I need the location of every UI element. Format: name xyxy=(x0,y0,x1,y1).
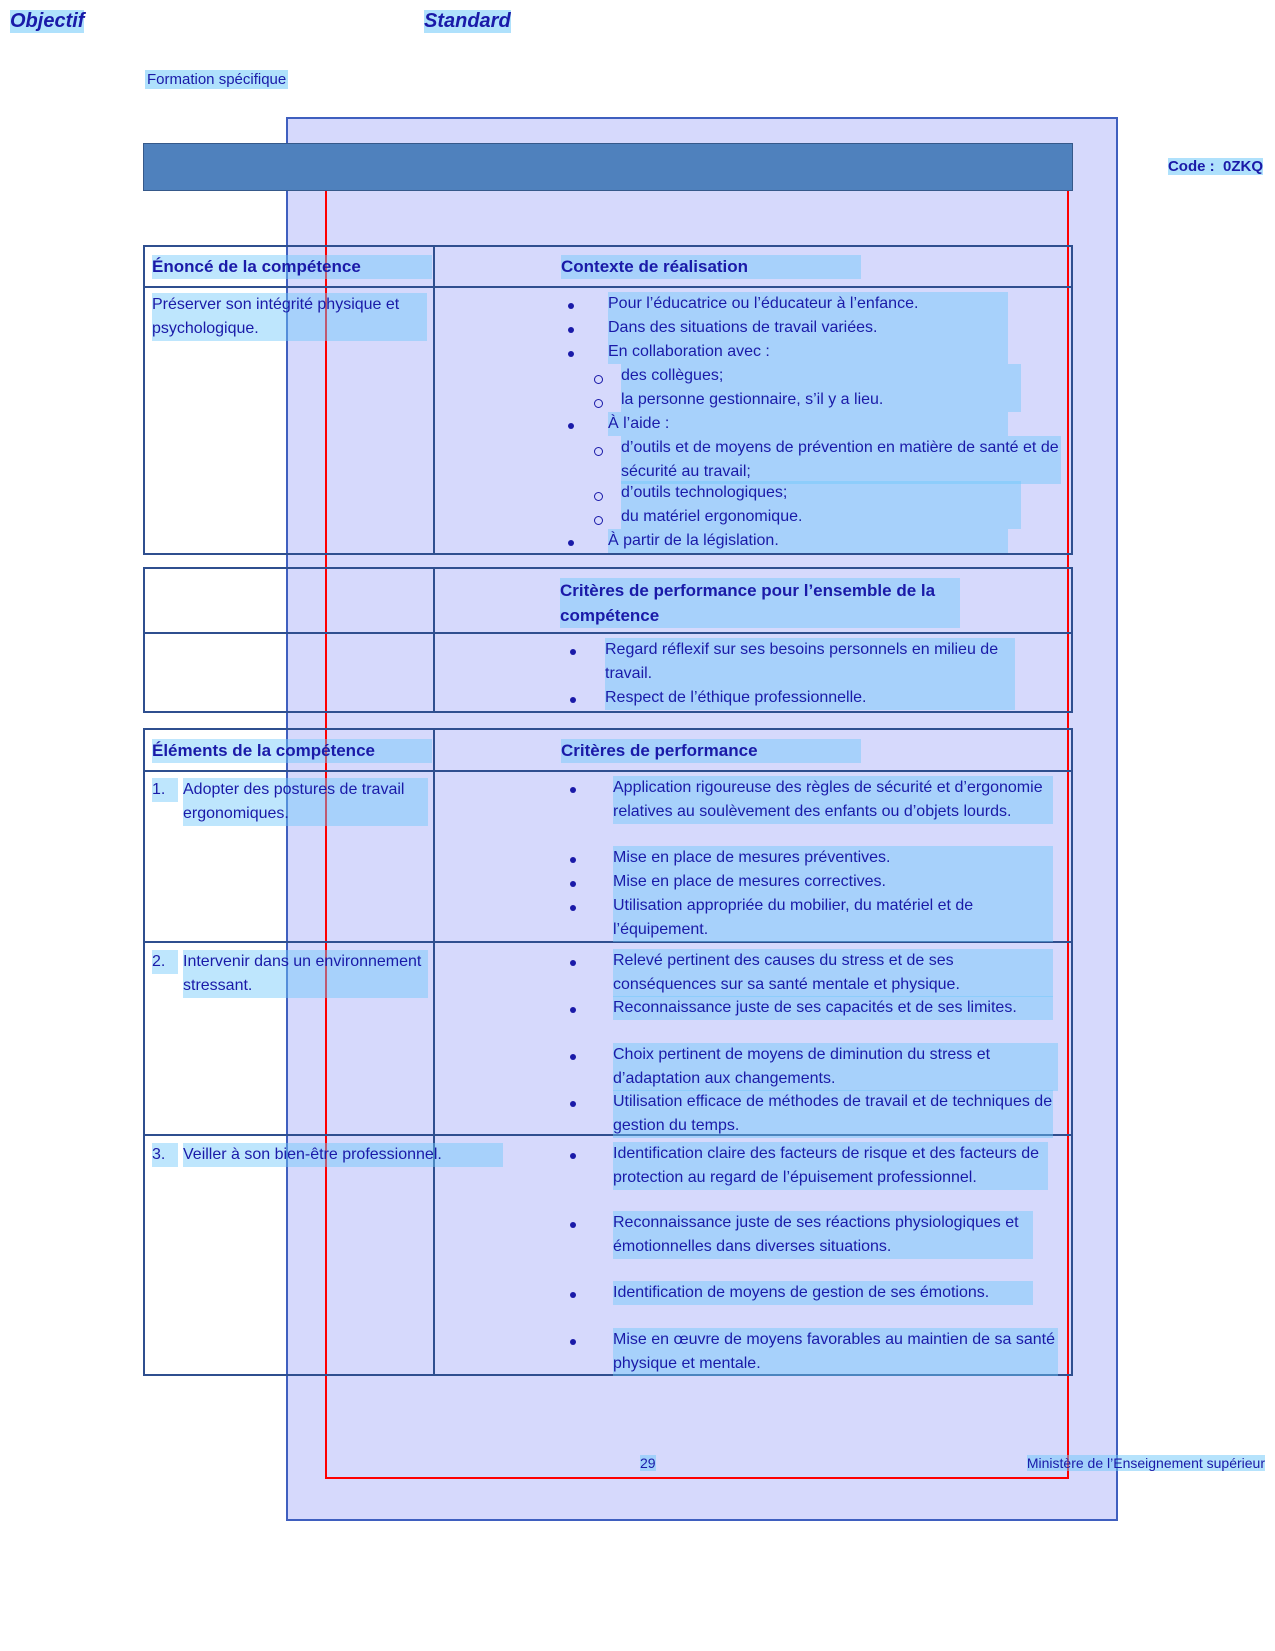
context-subitem: des collègues; xyxy=(621,364,1021,388)
block1-header-divider xyxy=(143,286,1073,288)
context-subitem: d’outils et de moyens de prévention en matière de santé et de sécurité au travail; xyxy=(621,436,1061,484)
criterion-item: Utilisation efficace de méthodes de travail et de techniques de gestion du temps. xyxy=(613,1090,1053,1138)
context-item: Dans des situations de travail variées. xyxy=(608,316,1008,340)
code-label: Code : 0ZKQ xyxy=(1167,158,1263,175)
criteria-header: Critères de performance xyxy=(561,739,861,763)
title-band xyxy=(143,143,1073,191)
elements-header: Éléments de la compétence xyxy=(152,739,432,763)
standard-header: Standard xyxy=(424,10,511,32)
footer-page-number: 29 xyxy=(640,1455,656,1471)
context-item: En collaboration avec : xyxy=(608,340,1008,364)
context-item: À partir de la législation. xyxy=(608,529,1008,553)
criterion-item: Reconnaissance juste de ses capacités et de ses limites. xyxy=(613,996,1053,1020)
element-number: 1. xyxy=(152,778,178,802)
element-number: 2. xyxy=(152,950,178,974)
context-subitem: d’outils technologiques; xyxy=(621,481,1021,505)
criterion-item: Choix pertinent de moyens de diminution du stress et d’adaptation aux changements. xyxy=(613,1043,1058,1091)
global-criteria-item: Regard réflexif sur ses besoins personnels en milieu de travail. xyxy=(605,638,1015,686)
block2-column-divider xyxy=(433,567,435,713)
element-label: Adopter des postures de travail ergonomiques. xyxy=(183,778,428,826)
element-label: Intervenir dans un environnement stressant. xyxy=(183,950,428,998)
criterion-item: Identification de moyens de gestion de ses émotions. xyxy=(613,1281,1033,1305)
element-number: 3. xyxy=(152,1143,178,1167)
context-item: À l’aide : xyxy=(608,412,1008,436)
block3-column-divider xyxy=(433,728,435,1376)
objective-standard-row xyxy=(143,191,1073,237)
context-item: Pour l’éducatrice ou l’éducateur à l’enfance. xyxy=(608,292,1008,316)
competency-statement-text: Préserver son intégrité physique et psychologique. xyxy=(152,293,427,341)
context-subitem: la personne gestionnaire, s’il y a lieu. xyxy=(621,388,1021,412)
page-header-label: Formation spécifique xyxy=(147,71,287,88)
global-criteria-header: Critères de performance pour l’ensemble de la compétence xyxy=(560,578,960,628)
global-criteria-item: Respect de l’éthique professionnelle. xyxy=(605,686,1015,710)
block3-header-divider xyxy=(143,770,1073,772)
criterion-item: Mise en œuvre de moyens favorables au maintien de sa santé physique et mentale. xyxy=(613,1328,1058,1376)
criterion-item: Utilisation appropriée du mobilier, du matériel et de l’équipement. xyxy=(613,894,1053,942)
competency-statement-header: Énoncé de la compétence xyxy=(152,255,432,279)
criterion-item: Relevé pertinent des causes du stress et de ses conséquences sur sa santé mentale et physique. xyxy=(613,949,1053,997)
footer-text: Ministère de l’Enseignement supérieur xyxy=(1026,1455,1265,1471)
context-subitem: du matériel ergonomique. xyxy=(621,505,1021,529)
criterion-item: Application rigoureuse des règles de sécurité et d’ergonomie relatives au soulèvement des enfants ou d’objets lourds. xyxy=(613,776,1053,824)
realization-context-header: Contexte de réalisation xyxy=(561,255,861,279)
element-label: Veiller à son bien-être professionnel. xyxy=(183,1143,503,1167)
criterion-item: Reconnaissance juste de ses réactions physiologiques et émotionnelles dans diverses situations. xyxy=(613,1211,1033,1259)
block2-header-divider xyxy=(143,632,1073,634)
criterion-item: Mise en place de mesures préventives. xyxy=(613,846,1053,870)
criterion-item: Identification claire des facteurs de risque et des facteurs de protection au regard de l’épuisement professionnel. xyxy=(613,1142,1048,1190)
objective-header: Objectif xyxy=(10,10,85,32)
criterion-item: Mise en place de mesures correctives. xyxy=(613,870,1053,894)
block1-column-divider xyxy=(433,245,435,555)
